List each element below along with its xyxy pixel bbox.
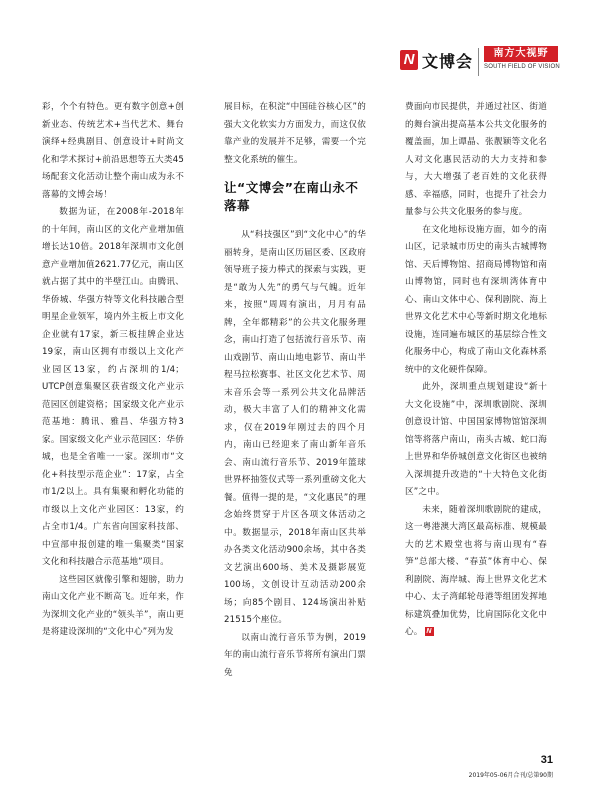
section-title: 文博会: [422, 52, 474, 71]
paragraph: 在文化地标设施方面，如今的南山区，记录城市历史的南头古城博物馆、天后博物馆、招商局博物馆和南山博物馆，同时也有深圳湾体育中心、南山文体中心、保利剧院、海上世界文化艺术中心等新时期文化地标设施，连同遍布城区的基层综合性文化服务中心，构成了南山文化森林系统中的文化硬件保障。: [405, 224, 547, 375]
paragraph: 此外，深圳重点规划建设“新十大文化设施”中，深圳歌剧院、深圳创意设计馆、中国国家博物馆馆深圳馆等将落户南山，南头古城、蛇口海上世界和华侨城创意文化街区也被纳入深圳提升改造的“十大特色文化街区”之中。: [405, 382, 547, 497]
text-column-2: [224, 99, 366, 682]
paragraph: 从“科技强区”到“文化中心”的华丽转身，是南山区历届区委、区政府领导班子接力棒式的探索与实践，更是“敢为人先”的勇气与气魄。近年来，按照“周周有演出，月月有品牌，全年都精彩”的公共文化服务理念，南山打造了包括流行音乐节、南山戏剧节、南山山地电影节、南山半程马拉松赛事、社区文化艺术节、周末音乐会等一系列公共文化品牌活动，极大丰富了人们的精神文化需求，仅在2019年刚过去的四个月内，南山已经迎来了南山新年音乐会、南山流行音乐节、2019年篮球世界杯抽签仪式等一系列重磅文化大餐。值得一提的是，“文化惠民”的理念始终贯穿于片区各项文体活动之中。数据显示，2018年南山区共举办各类文化活动900余场，其中各类文艺演出600场、美术及摄影展览100场，文创设计互动活动200余场；向85个剧目、124场演出补贴21515个座位。: [224, 230, 366, 625]
paragraph: 费面向市民提供，并通过社区、街道的舞台演出提高基本公共文化服务的覆盖面，加上谭晶、张靓颖等文化名人对文化惠民活动的大力支持和参与，大大增强了老百姓的文化获得感、幸福感，同时，也提升了社会力量参与公共文化服务的参与度。: [405, 102, 547, 217]
paragraph: [405, 502, 547, 642]
issue-info: 2019年05-06月合刊/总第90期: [468, 772, 553, 779]
paragraph-text: 未来，随着深圳歌剧院的建成，这一粤港澳大湾区最高标准、规模最大的艺术殿堂也将与南山现有“春笋”总部大楼、“春茧”体育中心、保利剧院、海岸城、海上世界文化艺术中心、太子湾邮轮母港等组团发挥地标建筑叠加优势，比肩国际化文化中心。: [405, 504, 547, 637]
text-column-3: [405, 99, 547, 642]
text-column-1: [42, 99, 184, 642]
paragraph: 展目标，在积淀“中国硅谷核心区”的强大文化软实力方面发力，而这仅依靠产业的发展并不足够，需要一个完整文化系统的催生。: [224, 102, 366, 165]
magazine-logo-icon: N: [400, 50, 418, 70]
section-heading: 让“文博会”在南山永不落幕: [224, 180, 359, 213]
paragraph: 数据为证，在2008年-2018年的十年间，南山区的文化产业增加值增长达10倍。2018年深圳市文化创意产业增加值2621.77亿元，南山区就占据了其中的半壁江山。由腾讯、华侨城、华强方特等文化科技融合型明星企业领军，境内外主板上市文化企业就有17家，新三板挂牌企业达19家，南山区拥有市级以上文化产业园区13家，约占深圳的1/4；UTCP创意集聚区获省级文化产业示范园区创建资格；国家级文化产业示范基地：腾讯、雅昌、华强方特3家。国家级文化产业示范园区：华侨城，也是全省唯一一家。深圳市“文化+科技型示范企业”：17家，占全市1/2以上。具有集聚和孵化功能的市级以上文化产业园区：13家，约占全市1/4。广东省向国家科技部、中宣部申报创建的唯一集聚类“国家文化和科技融合示范基地”项目。: [42, 207, 184, 567]
paragraph: 彩，个个有特色。更有数字创意+创新业态、传统艺术+当代艺术、舞台演绎+经典剧目、创意设计+时尚文化和学术探讨+前沿思想等五大类45场配套文化活动让整个南山成为永不落幕的文博会场！: [42, 102, 184, 200]
masthead: [400, 44, 560, 80]
paragraph: 这些园区就像引擎和翅膀，助力南山文化产业不断高飞。近年来，作为深圳文化产业的“领头羊”，南山更是将建设深圳的“文化中心”列为发: [42, 574, 184, 637]
paragraph: 以南山流行音乐节为例，2019年的南山流行音乐节将所有演出门票免: [224, 632, 366, 678]
end-of-article-icon: N: [426, 628, 432, 635]
brand-banner: 南方大视野: [484, 46, 558, 62]
brand-subtitle: SOUTH FIELD OF VISION: [484, 64, 560, 70]
page-number: 31: [540, 754, 553, 766]
masthead-divider: [478, 48, 479, 76]
